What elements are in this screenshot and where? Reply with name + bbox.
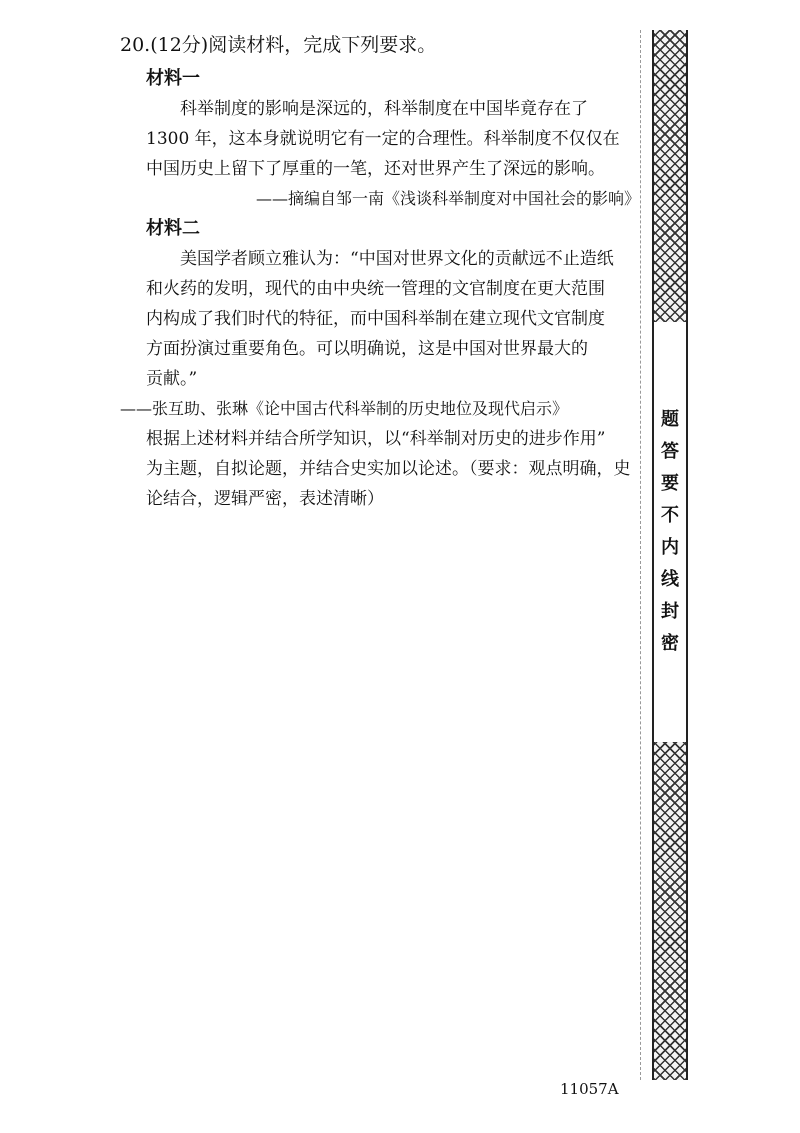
strip-char: 密 <box>661 633 679 654</box>
strip-char: 线 <box>661 569 679 590</box>
binding-strip <box>652 30 688 1080</box>
material2-line: 美国学者顾立雅认为：“中国对世界文化的贡献远不止造纸 <box>180 249 614 269</box>
task-line: 为主题，自拟论题，并结合史实加以论述。（要求：观点明确，史 <box>146 459 631 479</box>
strip-char: 封 <box>661 601 679 622</box>
material2-text <box>146 244 640 394</box>
material2-line: 内构成了我们时代的特征，而中国科举制在建立现代文官制度 <box>146 309 605 329</box>
strip-char: 答 <box>661 441 679 462</box>
seal-dashed-line <box>640 30 642 1080</box>
strip-char: 内 <box>661 537 679 558</box>
strip-char: 不 <box>661 505 679 526</box>
strip-char: 题 <box>661 409 679 430</box>
strip-char: 要 <box>661 473 679 494</box>
task-text <box>146 424 640 514</box>
task-line: 根据上述材料并结合所学知识，以“科举制对历史的进步作用” <box>146 429 606 449</box>
question-title: 20.(12分)阅读材料，完成下列要求。 <box>120 34 437 56</box>
material2-label: 材料二 <box>146 218 200 239</box>
material1-line: 1300 年，这本身就说明它有一定的合理性。科举制度不仅仅在 <box>146 129 620 149</box>
material2-line: 贡献。” <box>146 369 198 389</box>
question-block <box>120 30 640 514</box>
page-code: 11057A <box>560 1080 619 1098</box>
material2-line: 和火药的发明，现代的由中央统一管理的文官制度在更大范围 <box>146 279 605 299</box>
material2-source: ——张互助、张琳《论中国古代科举制的历史地位及现代启示》 <box>120 399 569 418</box>
seal-line-notice <box>652 322 688 742</box>
material1-label: 材料一 <box>146 68 200 89</box>
material1-line: 中国历史上留下了厚重的一笔，还对世界产生了深远的影响。 <box>146 159 605 179</box>
task-line: 论结合，逻辑严密，表述清晰） <box>146 489 384 509</box>
material1-line: 科举制度的影响是深远的，科举制度在中国毕竟存在了 <box>180 99 588 119</box>
decorative-pattern-bottom <box>652 742 688 1080</box>
decorative-pattern-top <box>652 30 688 322</box>
material1-text <box>146 94 640 184</box>
material2-line: 方面扮演过重要角色。可以明确说，这是中国对世界最大的 <box>146 339 588 359</box>
material1-source: ——摘编自邹一南《浅谈科举制度对中国社会的影响》 <box>255 189 640 208</box>
